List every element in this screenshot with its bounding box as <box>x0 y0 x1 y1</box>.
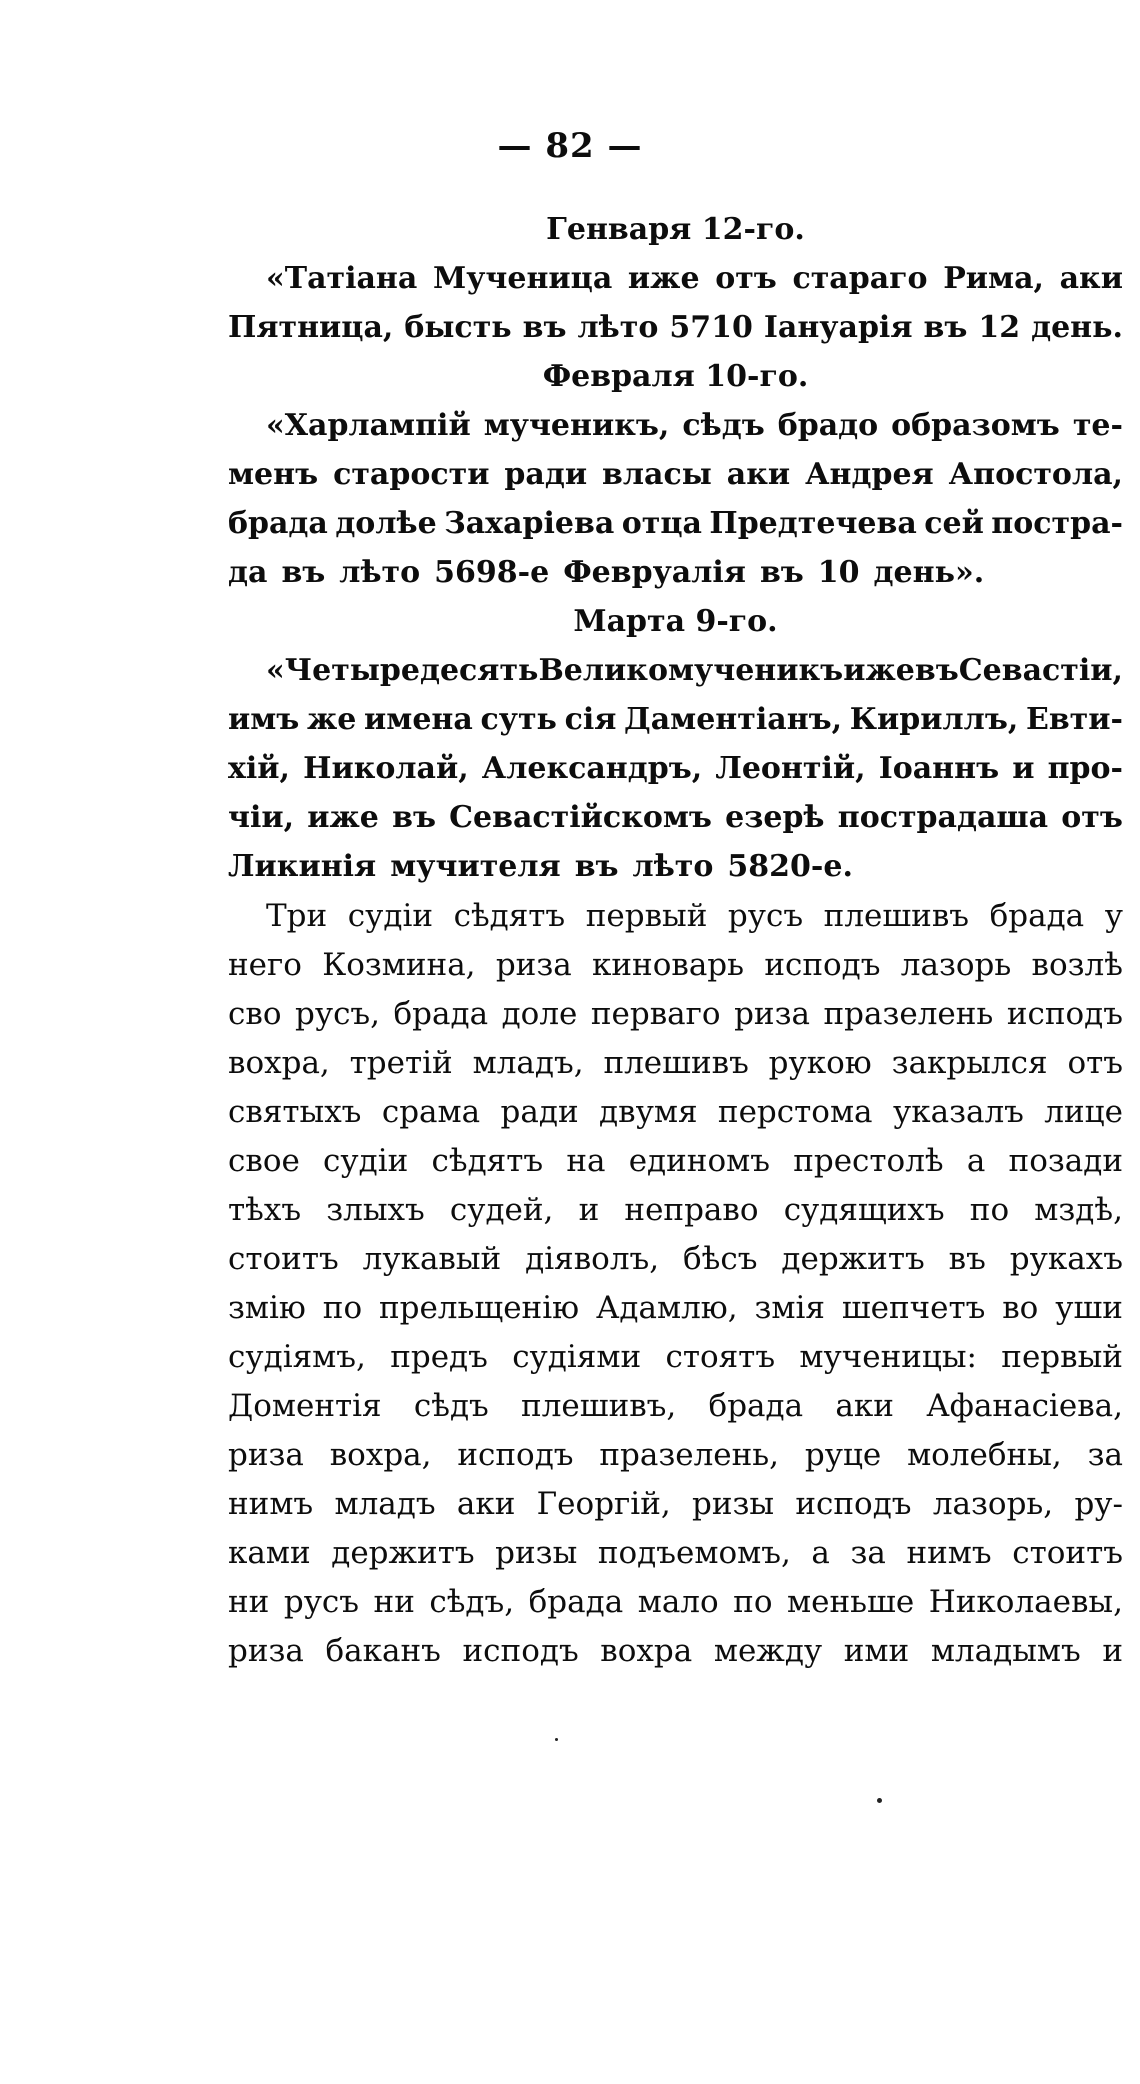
word: да <box>228 555 268 590</box>
word: Предтечева <box>709 506 917 541</box>
word: судіи <box>347 898 434 934</box>
word: меньше <box>787 1584 915 1620</box>
text-line <box>228 1584 1123 1633</box>
text-line <box>228 702 1123 751</box>
word: и <box>578 1192 600 1228</box>
text-line <box>228 1388 1123 1437</box>
word: сей <box>924 506 984 541</box>
word: Андрея <box>805 457 934 492</box>
word: постра- <box>991 506 1123 541</box>
word: отъ <box>1061 800 1123 835</box>
word: Кириллъ, <box>849 702 1019 737</box>
word: двумя <box>599 1094 698 1130</box>
word: исподъ <box>795 1486 912 1522</box>
word: престолѣ <box>793 1143 944 1179</box>
word: держитъ <box>781 1241 925 1277</box>
word: стараго <box>792 261 928 296</box>
word: мученикъ, <box>483 408 670 443</box>
word: брада <box>228 506 328 541</box>
word: святыхъ <box>228 1094 362 1130</box>
word: предъ <box>390 1339 488 1375</box>
word: аки <box>1059 261 1123 296</box>
word: иже <box>307 800 379 835</box>
word: исподъ <box>764 947 881 983</box>
word: стоитъ <box>1012 1535 1123 1571</box>
word: Евти- <box>1025 702 1123 737</box>
word: те- <box>1072 408 1123 443</box>
word: Великомученикъ <box>538 653 844 688</box>
word: въ <box>392 800 436 835</box>
word: змію <box>228 1290 306 1326</box>
word: отъ <box>715 261 777 296</box>
word: риза <box>228 1633 304 1669</box>
word: на <box>566 1143 606 1179</box>
text-line <box>228 1045 1123 1094</box>
text-line <box>228 1486 1123 1535</box>
word: образомъ <box>891 408 1060 443</box>
word: исподъ <box>462 1633 579 1669</box>
word: ризы <box>495 1535 578 1571</box>
word: Мученица <box>432 261 613 296</box>
word: между <box>713 1633 823 1669</box>
word: судящихъ <box>783 1192 945 1228</box>
word: лазорь, <box>932 1486 1054 1522</box>
word: «Четыредесять <box>266 653 539 688</box>
word: сія <box>564 702 617 737</box>
word: суть <box>480 702 557 737</box>
text-line <box>228 1290 1123 1339</box>
word: брада <box>393 996 489 1032</box>
word: 5698-е <box>434 555 550 590</box>
word: пострадаша <box>837 800 1049 835</box>
word: и <box>1102 1633 1123 1669</box>
word: 10 <box>817 555 860 590</box>
word: уши <box>1055 1290 1123 1326</box>
text-line <box>228 506 1123 555</box>
word: Даментіанъ, <box>624 702 843 737</box>
word: младымъ <box>930 1633 1081 1669</box>
word: въ <box>914 653 959 688</box>
word: вохра <box>600 1633 693 1669</box>
word: день. <box>1031 310 1123 345</box>
text-line <box>228 898 1123 947</box>
word: въ <box>948 1241 986 1277</box>
word: Севастійскомъ <box>449 800 712 835</box>
word: и <box>1012 751 1035 786</box>
word: «Харлампій <box>266 408 471 443</box>
word: сѣдъ, <box>429 1584 515 1620</box>
word: указалъ <box>892 1094 1024 1130</box>
word: ками <box>228 1535 311 1571</box>
word: тѣхъ <box>228 1192 302 1228</box>
text-line <box>228 457 1123 506</box>
word: брадо <box>777 408 879 443</box>
word: Іануарія <box>763 310 913 345</box>
word: бысть <box>404 310 512 345</box>
word: «Татіана <box>266 261 418 296</box>
word: перваго <box>590 996 721 1032</box>
word: по <box>969 1192 1010 1228</box>
text-line <box>228 1339 1123 1388</box>
word: Николай, <box>303 751 469 786</box>
word: рукою <box>768 1045 872 1081</box>
word: первый <box>585 898 708 934</box>
text-line <box>228 261 1123 310</box>
word: позади <box>1008 1143 1123 1179</box>
text-line <box>228 1437 1123 1486</box>
word: Леонтій, <box>715 751 866 786</box>
word: подъемомъ, <box>597 1535 791 1571</box>
word: Александръ, <box>481 751 703 786</box>
word: въ <box>522 310 567 345</box>
word: ими <box>843 1633 910 1669</box>
word: мученицы: <box>799 1339 977 1375</box>
word: аки <box>726 457 791 492</box>
word: стоятъ <box>665 1339 776 1375</box>
word: судіи <box>323 1143 409 1179</box>
word: мучителя <box>390 849 561 884</box>
word: хій, <box>228 751 290 786</box>
word: иже <box>627 261 700 296</box>
word: 5820-е. <box>727 849 853 884</box>
text-line <box>228 1192 1123 1241</box>
word: Ликинія <box>228 849 377 884</box>
text-line <box>228 996 1123 1045</box>
word: доле <box>501 996 578 1032</box>
word: 5710 <box>669 310 753 345</box>
word: змія <box>754 1290 825 1326</box>
text-line <box>228 310 1123 359</box>
stray-ink-dot <box>877 1798 882 1803</box>
word: Рима, <box>943 261 1044 296</box>
word: рукахъ <box>1009 1241 1123 1277</box>
text-line <box>228 1535 1123 1584</box>
word: Захаріева <box>444 506 615 541</box>
word: младъ <box>334 1486 436 1522</box>
text-line <box>228 555 1123 604</box>
word: ни <box>373 1584 415 1620</box>
word: плешивъ <box>823 898 970 934</box>
section-heading: Февраля 10-го. <box>542 359 809 394</box>
text-line <box>228 1241 1123 1290</box>
word: русъ <box>727 898 804 934</box>
word: плешивъ <box>603 1045 749 1081</box>
word: брада <box>989 898 1085 934</box>
word: лице <box>1044 1094 1123 1130</box>
word: ради <box>504 457 588 492</box>
word: лѣто <box>577 310 659 345</box>
word: въ <box>574 849 619 884</box>
word: день». <box>873 555 985 590</box>
word: по <box>322 1290 363 1326</box>
word: судіямъ, <box>228 1339 366 1375</box>
word: прельщенію <box>378 1290 580 1326</box>
word: киноварь <box>592 947 745 983</box>
text-line <box>228 408 1123 457</box>
word: въ <box>281 555 326 590</box>
word: ру- <box>1074 1486 1123 1522</box>
word: срама <box>381 1094 481 1130</box>
word: нимъ <box>906 1535 992 1571</box>
text-line <box>228 947 1123 996</box>
word: Три <box>266 898 328 934</box>
word: иже <box>843 653 915 688</box>
word: Николаевы, <box>928 1584 1123 1620</box>
word: младъ, <box>472 1045 584 1081</box>
word: имена <box>364 702 473 737</box>
word: сѣдъ <box>682 408 765 443</box>
section-heading: Генваря 12-го. <box>546 212 805 247</box>
word: молебны, <box>907 1437 1062 1473</box>
word: власы <box>602 457 712 492</box>
text-line <box>228 849 1123 898</box>
word: баканъ <box>325 1633 441 1669</box>
word: русъ, <box>294 996 381 1032</box>
word: про- <box>1047 751 1123 786</box>
text-body <box>228 212 1123 1682</box>
word: а <box>966 1143 986 1179</box>
word: Апостола, <box>948 457 1123 492</box>
word: мало <box>637 1584 719 1620</box>
word: за <box>1087 1437 1123 1473</box>
word: судіями <box>512 1339 642 1375</box>
word: во <box>1002 1290 1039 1326</box>
word: закрылся <box>891 1045 1048 1081</box>
word: ризы <box>692 1486 775 1522</box>
word: держитъ <box>331 1535 475 1571</box>
word: неправо <box>624 1192 759 1228</box>
word: сѣдятъ <box>453 898 566 934</box>
word: сво <box>228 996 282 1032</box>
word: возлѣ <box>1031 947 1123 983</box>
word: риза <box>734 996 810 1032</box>
word: Доментія <box>228 1388 382 1424</box>
word: Іоаннъ <box>878 751 1000 786</box>
word: нимъ <box>228 1486 314 1522</box>
stray-ink-dot <box>555 1738 558 1741</box>
word: единомъ <box>628 1143 770 1179</box>
word: сѣдъ <box>413 1388 489 1424</box>
word: брада <box>708 1388 804 1424</box>
word: брада <box>528 1584 624 1620</box>
word: стоитъ <box>228 1241 339 1277</box>
word: злыхъ <box>326 1192 425 1228</box>
word: въ <box>759 555 804 590</box>
word: за <box>850 1535 886 1571</box>
word: исподъ <box>457 1437 574 1473</box>
page-number: — 82 — <box>497 126 643 166</box>
word: долѣе <box>335 506 437 541</box>
word: Георгій, <box>536 1486 671 1522</box>
text-line <box>228 653 1123 702</box>
word: Адамлю, <box>595 1290 738 1326</box>
word: же <box>306 702 357 737</box>
word: лазорь <box>900 947 1012 983</box>
word: у <box>1104 898 1123 934</box>
word: ни <box>228 1584 270 1620</box>
word: аки <box>835 1388 894 1424</box>
word: въ <box>923 310 968 345</box>
word: отца <box>621 506 702 541</box>
word: 12 <box>978 310 1021 345</box>
word: а <box>811 1535 830 1571</box>
word: бѣсъ <box>683 1241 758 1277</box>
word: Пятница, <box>228 310 394 345</box>
word: лукавый <box>362 1241 502 1277</box>
word: исподъ <box>1006 996 1123 1032</box>
word: судей, <box>449 1192 554 1228</box>
word: лѣто <box>632 849 714 884</box>
word: шепчетъ <box>841 1290 986 1326</box>
word: лѣто <box>339 555 421 590</box>
text-line <box>228 1094 1123 1143</box>
word: Февруалія <box>563 555 746 590</box>
section-heading: Марта 9-го. <box>573 604 778 639</box>
word: старости <box>333 457 490 492</box>
word: Козмина, <box>322 947 476 983</box>
word: первый <box>1001 1339 1123 1375</box>
word: празелень, <box>599 1437 780 1473</box>
word: третій <box>349 1045 453 1081</box>
text-line <box>228 800 1123 849</box>
word: езерѣ <box>725 800 825 835</box>
word: Афанасіева, <box>926 1388 1123 1424</box>
word: по <box>733 1584 773 1620</box>
word: діяволъ, <box>525 1241 660 1277</box>
word: Севастіи, <box>958 653 1123 688</box>
word: русъ <box>283 1584 360 1620</box>
word: мздѣ, <box>1034 1192 1123 1228</box>
word: него <box>228 947 302 983</box>
word: плешивъ, <box>521 1388 677 1424</box>
word: риза <box>228 1437 304 1473</box>
word: риза <box>495 947 572 983</box>
word: имъ <box>228 702 300 737</box>
word: перстома <box>717 1094 873 1130</box>
word: празелень <box>823 996 994 1032</box>
word: отъ <box>1067 1045 1123 1081</box>
word: сѣдятъ <box>431 1143 544 1179</box>
word: свое <box>228 1143 300 1179</box>
word: менъ <box>228 457 319 492</box>
word: ради <box>500 1094 579 1130</box>
word: вохра, <box>228 1045 330 1081</box>
text-line <box>228 1143 1123 1192</box>
word: вохра, <box>329 1437 432 1473</box>
word: руце <box>804 1437 882 1473</box>
word: аки <box>456 1486 516 1522</box>
text-line <box>228 1633 1123 1682</box>
word: чіи, <box>228 800 295 835</box>
text-line <box>228 751 1123 800</box>
